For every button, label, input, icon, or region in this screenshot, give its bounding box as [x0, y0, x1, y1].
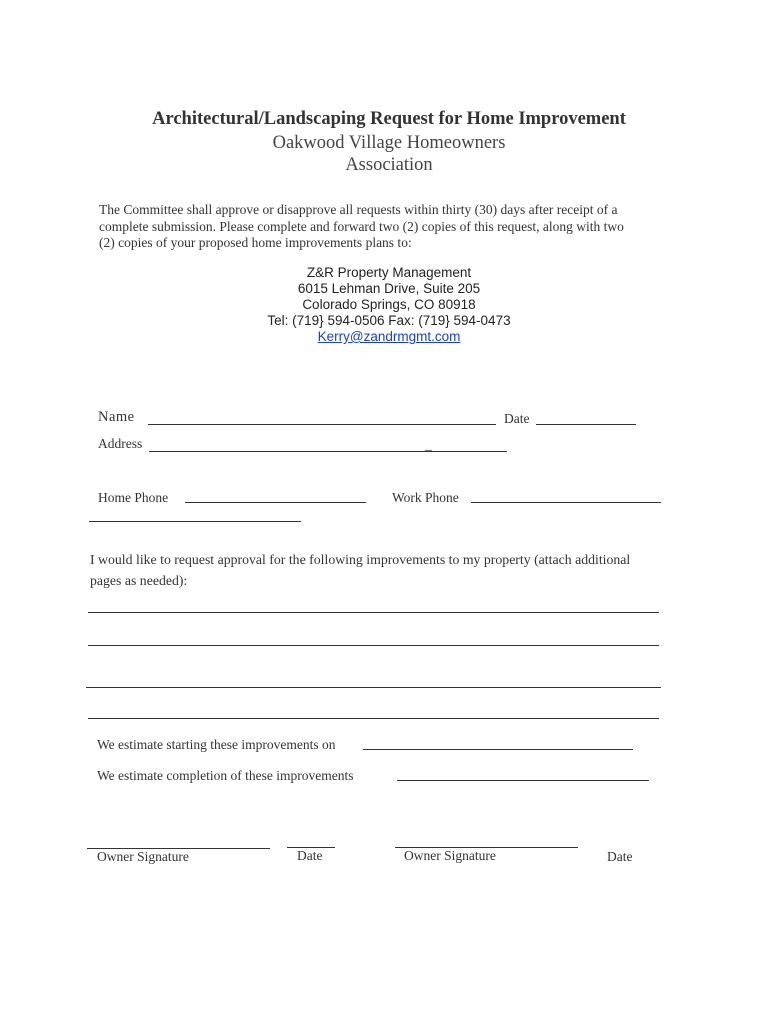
- improvement-description-line[interactable]: [86, 687, 661, 688]
- intro-line: The Committee shall approve or disapprove all requests within thirty (30) days after receipt of a: [99, 202, 618, 217]
- improvement-description-line[interactable]: [88, 612, 659, 613]
- address-field-marker: _: [425, 437, 432, 452]
- intro-line: complete submission. Please complete and forward two (2) copies of this request, along with two: [99, 218, 624, 234]
- date-label: Date: [504, 411, 530, 426]
- completion-estimate-label: We estimate completion of these improvements: [97, 768, 354, 783]
- company-name: Z&R Property Management: [306, 265, 472, 280]
- home-phone-label: Home Phone: [98, 490, 169, 505]
- work-phone-label: Work Phone: [392, 490, 459, 505]
- name-label: Name: [98, 409, 135, 425]
- request-statement-line-1: I would like to request approval for the following improvements to my property (attach additional: [90, 552, 631, 567]
- improvement-description-line[interactable]: [88, 718, 659, 719]
- phone-fax: Tel: (719} 594-0506 Fax: (719} 594-0473: [267, 313, 511, 328]
- work-phone-field-continued[interactable]: [89, 521, 301, 522]
- date-field[interactable]: [536, 424, 636, 425]
- intro-line: (2) copies of your proposed home improvements plans to:: [99, 235, 412, 250]
- completion-date-field[interactable]: [397, 780, 649, 781]
- home-phone-field[interactable]: [185, 502, 366, 503]
- owner-signature-label-2: Owner Signature: [404, 848, 496, 863]
- address-label: Address: [98, 436, 143, 451]
- start-date-field[interactable]: [363, 749, 633, 750]
- street-address: 6015 Lehman Drive, Suite 205: [297, 281, 481, 296]
- contact-email-line: [0, 329, 770, 344]
- signature-date-label-1: Date: [297, 848, 323, 863]
- signature-date-label-2: Date: [607, 849, 633, 864]
- work-phone-field[interactable]: [471, 502, 661, 503]
- association-name-line-1: Oakwood Village Homeowners: [272, 133, 506, 153]
- start-estimate-label: We estimate starting these improvements on: [97, 737, 336, 752]
- name-field[interactable]: [148, 424, 496, 425]
- city-state-zip: Colorado Springs, CO 80918: [302, 297, 476, 312]
- association-name-line-2: Association: [345, 155, 433, 175]
- form-title: Architectural/Landscaping Request for Home Improvement: [152, 109, 626, 129]
- intro-paragraph: [99, 202, 679, 252]
- improvement-description-line[interactable]: [88, 645, 659, 646]
- request-statement-line-2: pages as needed):: [90, 573, 188, 588]
- contact-email-link[interactable]: Kerry@zandrmgmt.com: [317, 329, 461, 344]
- owner-signature-label-1: Owner Signature: [97, 849, 189, 864]
- address-field[interactable]: [149, 451, 507, 452]
